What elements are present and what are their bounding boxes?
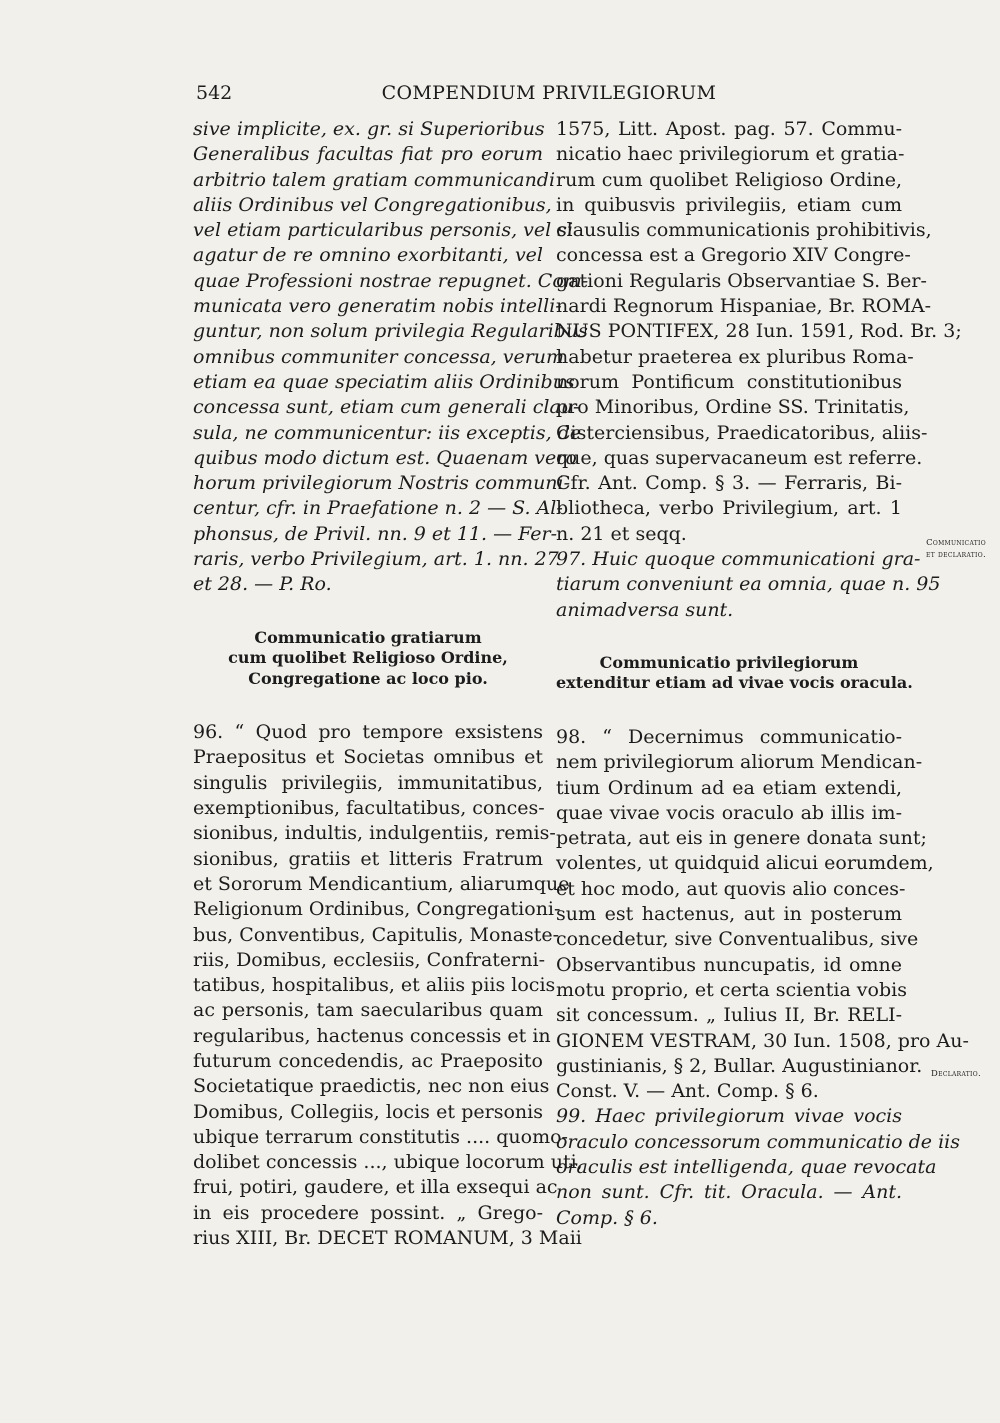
text-line: quae vivae vocis oraculo ab illis im- [556,801,902,824]
paragraph-continued [193,117,589,598]
text-line: animadversa sunt. [556,598,734,621]
paragraph-99 [556,1104,960,1230]
text-line: 98. “ Decernimus communicatio- [556,725,902,748]
section-heading [556,652,913,694]
text-line: phonsus, de Privil. nn. 9 et 11. — Fer- [193,522,558,545]
left-column [193,117,589,1251]
running-title: COMPENDIUM PRIVILEGIORUM [381,82,717,104]
text-line: tiarum conveniunt ea omnia, quae n. 95 [556,573,941,596]
text-line: Domibus, Collegiis, locis et personis [193,1100,543,1123]
text-line: motu proprio, et certa scientia vobis [556,978,907,1001]
text-line: centur, cfr. in Praefatione n. 2 — S. Al- [193,497,563,520]
heading-line: cum quolibet Religioso Ordine, [228,648,508,668]
text-line: 96. “ Quod pro tempore exsistens [193,721,543,744]
heading-line: extenditur etiam ad vivae vocis oracula. [556,673,913,693]
text-line: nicatio haec privilegiorum et gratia- [556,143,905,166]
text-line: rius XIII, Br. DECET ROMANUM, 3 Maii [193,1227,582,1250]
text-line: oraculis est intelligenda, quae revocata [556,1155,937,1178]
text-line: concessa est a Gregorio XIV Congre- [556,244,911,267]
text-line: arbitrio talem gratiam communicandi [193,168,556,191]
text-line: singulis privilegiis, immunitatibus, [193,771,543,794]
text-line: dolibet concessis ..., ubique locorum uti, [193,1151,583,1174]
heading-line: Communicatio privilegiorum [599,652,859,672]
text-line: bliotheca, verbo Privilegium, art. 1 [556,497,902,520]
text-line: GIONEM VESTRAM, 30 Iun. 1508, pro Au- [556,1029,969,1052]
text-line: que, quas supervacaneum est referre. [556,446,923,469]
text-line: sula, ne communicentur: iis exceptis, de [193,421,582,444]
text-line: NUS PONTIFEX, 28 Iun. 1591, Rod. Br. 3; [556,320,962,343]
page-number: 542 [196,82,233,104]
text-line: norum Pontificum constitutionibus [556,370,902,393]
text-line: tatibus, hospitalibus, et aliis piis locis [193,974,556,997]
text-line: nardi Regnorum Hispaniae, Br. ROMA- [556,295,932,318]
text-line: guntur, non solum privilegia Regularibus [193,320,588,343]
text-line: regularibus, hactenus concessis et in [193,1024,551,1047]
text-line: sionibus, indultis, indulgentiis, remis- [193,822,556,845]
text-line: futurum concedendis, ac Praeposito [193,1050,543,1072]
text-line: gationi Regularis Observantiae S. Ber- [556,269,927,292]
margin-note-communicatio [916,537,996,561]
text-line: sum est hactenus, aut in posterum [556,903,902,926]
text-line: concedetur, sive Conventualibus, sive [556,928,919,951]
text-line: Praepositus et Societas omnibus et [193,746,543,769]
text-line: habetur praeterea ex pluribus Roma- [556,345,914,368]
text-line: rum cum quolibet Religioso Ordine, [556,168,902,191]
heading-line: Congregatione ac loco pio. [248,668,488,688]
margin-note-declaratio [916,1068,996,1080]
text-line: et Sororum Mendicantium, aliarumque [193,872,570,895]
paragraph-97 [556,547,941,623]
text-line: municata vero generatim nobis intelli- [193,295,562,318]
text-line: clausulis communicationis prohibitivis, [556,219,932,242]
text-line: 97. Huic quoque communicationi gra- [556,548,921,571]
text-line: non sunt. Cfr. tit. Oracula. — Ant. [556,1181,902,1204]
text-line: nem privilegiorum aliorum Mendican- [556,751,923,774]
text-line: etiam ea quae speciatim aliis Ordinibus [193,370,575,393]
text-line: gustinianis, § 2, Bullar. Augustinianor. [556,1054,923,1077]
text-line: Cisterciensibus, Praedicatoribus, aliis- [556,421,928,444]
paragraph-96 [193,720,583,1251]
text-line: bus, Conventibus, Capitulis, Monaste- [193,923,560,946]
text-line: 99. Haec privilegiorum vivae vocis [556,1105,902,1128]
margin-note-line: Declaratio. [931,1069,981,1079]
text-line: oraculo concessorum communicatio de iis [556,1130,960,1153]
text-line: raris, verbo Privilegium, art. 1. nn. 27 [193,548,559,571]
text-line: petrata, aut eis in genere donata sunt; [556,827,927,850]
text-line: sive implicite, ex. gr. si Superioribus [193,118,545,140]
text-line: omnibus communiter concessa, verum [193,345,565,368]
text-line: Comp. § 6. [556,1206,658,1229]
text-line: ac personis, tam saecularibus quam [193,999,543,1022]
text-line: Observantibus nuncupatis, id omne [556,953,902,976]
text-line: Const. V. — Ant. Comp. § 6. [556,1080,819,1103]
paragraph-continued-right [556,117,962,547]
margin-note-line: et declaratio. [926,550,986,560]
page-header [196,82,902,112]
text-line: ubique terrarum constitutis .... quomo- [193,1125,568,1148]
text-line: quae Professioni nostrae repugnet. Com- [193,269,589,292]
text-line: pro Minoribus, Ordine SS. Trinitatis, [556,396,910,419]
text-line: exemptionibus, facultatibus, conces- [193,797,545,820]
text-line: Generalibus facultas fiat pro eorum [193,143,543,166]
section-heading [193,628,543,690]
text-line: agatur de re omnino exorbitanti, vel [193,244,543,267]
text-line: volentes, ut quidquid alicui eorumdem, [556,852,934,875]
text-line: horum privilegiorum Nostris communi- [193,472,571,495]
text-line: sionibus, gratiis et litteris Fratrum [193,847,543,870]
heading-line: Communicatio gratiarum [254,627,482,647]
text-line: Cfr. Ant. Comp. § 3. — Ferraris, Bi- [556,472,902,495]
text-line: in eis procedere possint. „ Grego- [193,1201,543,1224]
text-line: in quibusvis privilegiis, etiam cum [556,193,902,216]
text-line: Societatique praedictis, nec non eius [193,1075,550,1098]
text-line: aliis Ordinibus vel Congregationibus, [193,193,552,216]
text-line: quibus modo dictum est. Quaenam vero [193,446,577,469]
margin-note-line: Communicatio [926,538,986,548]
text-line: 1575, Litt. Apost. pag. 57. Commu- [556,118,902,140]
text-line: sit concessum. „ Iulius II, Br. RELI- [556,1004,902,1027]
text-line: tium Ordinum ad ea etiam extendi, [556,776,902,799]
text-line: riis, Domibus, ecclesiis, Confraterni- [193,948,545,971]
text-line: et hoc modo, aut quovis alio conces- [556,877,906,900]
text-line: Religionum Ordinibus, Congregationi- [193,898,561,921]
text-line: vel etiam particularibus personis, vel si [193,219,574,242]
text-line: n. 21 et seqq. [556,522,687,545]
text-line: concessa sunt, etiam cum generali clau- [193,396,580,419]
text-line: frui, potiri, gaudere, et illa exsequi ac [193,1176,558,1199]
text-line: et 28. — P. Ro. [193,573,332,596]
